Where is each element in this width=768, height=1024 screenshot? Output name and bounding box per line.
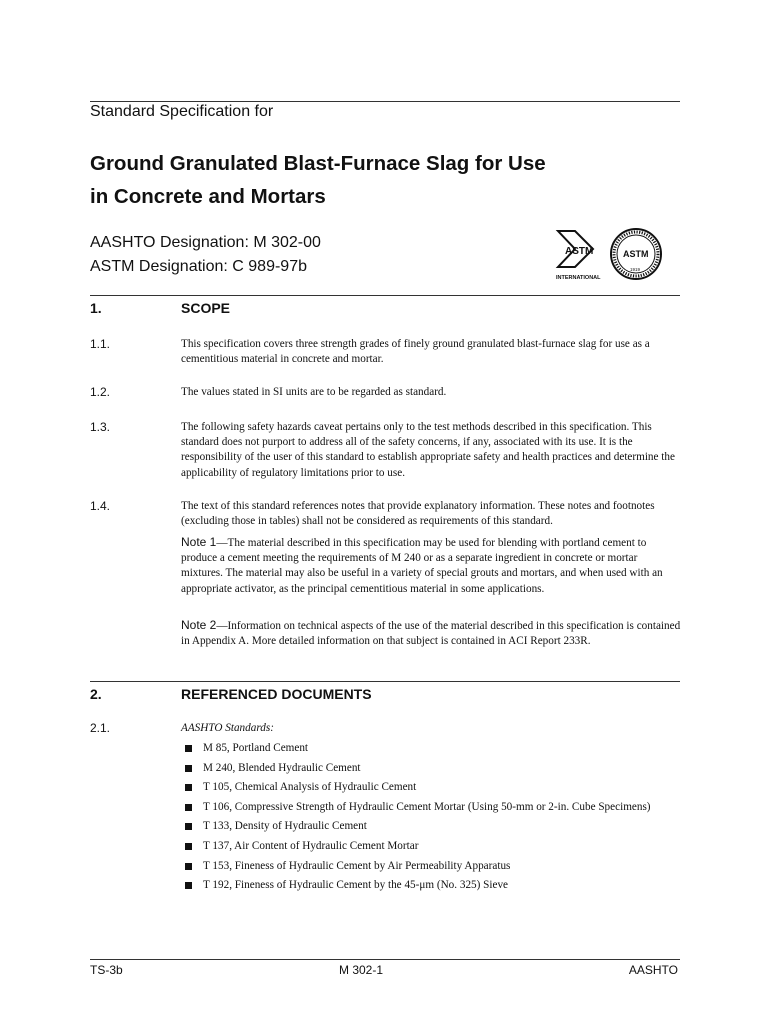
svg-text:INTERNATIONAL: INTERNATIONAL [556, 275, 601, 281]
note-1-label: Note 1 [181, 535, 217, 549]
list-item [181, 859, 681, 874]
list-item [181, 741, 681, 756]
list-item-text: T 192, Fineness of Hydraulic Cement by the 45-μm (No. 325) Sieve [203, 879, 509, 892]
aashto-standards-heading: AASHTO Standards: [181, 722, 274, 734]
para-text: The text of this standard references notes that provide explanatory information. These notes and footnotes (excluding those in tables) shall not be considered as requirements of this standard. [181, 500, 655, 528]
list-item [181, 839, 681, 854]
title-line-1: Ground Granulated Blast-Furnace Slag for Use [90, 152, 546, 175]
bullet-icon [185, 804, 192, 811]
section1-number: 1. [90, 300, 102, 316]
list-item-text: T 106, Compressive Strength of Hydraulic Cement Mortar (Using 50-mm or 2-in. Cube Specimens) [203, 800, 651, 813]
note-2-label: Note 2 [181, 618, 217, 632]
bullet-icon [185, 765, 192, 772]
bullet-icon [185, 745, 192, 752]
list-item [181, 800, 681, 815]
para-number: 1.4. [90, 499, 111, 513]
bullet-icon [185, 882, 192, 889]
astm-designation: ASTM Designation: C 989-97b [90, 258, 307, 275]
bullet-icon [185, 863, 192, 870]
note-2-text: —Information on technical aspects of the use of the material described in this specification is contained in Appendix A. More detailed information on that subject is contained in ACI Report 233R. [181, 620, 681, 648]
list-item-text: M 85, Portland Cement [203, 742, 309, 754]
document-title [90, 147, 690, 213]
footer-right: AASHTO [628, 963, 678, 977]
footer-center: M 302-1 [339, 963, 384, 977]
title-line-2: in Concrete and Mortars [90, 185, 326, 208]
list-item [181, 819, 681, 834]
bullet-icon [185, 843, 192, 850]
list-item-text: T 153, Fineness of Hydraulic Cement by Air Permeability Apparatus [203, 859, 511, 872]
standards-list [181, 741, 681, 898]
spec-for-heading: Standard Specification for [90, 103, 274, 120]
section2-number: 2. [90, 686, 102, 702]
list-item [181, 878, 681, 893]
para-number: 1.2. [90, 385, 111, 399]
list-item-text: M 240, Blended Hydraulic Cement [203, 761, 361, 774]
section2-rule [90, 681, 680, 682]
section1-title: SCOPE [181, 300, 231, 316]
list-item [181, 780, 681, 795]
list-item-text: T 133, Density of Hydraulic Cement [203, 820, 367, 833]
para-number: 2.1. [90, 721, 111, 735]
list-item [181, 761, 681, 776]
bullet-icon [185, 784, 192, 791]
note-1-text: —The material described in this specification may be used for blending with portland cement to produce a cement meeting the requirements of M 240 or as a separate ingredient in concrete or mortar mixtures. The material may also be useful in a variety of special grouts and mortars, and when used with an appropriate activator, as the principal cementitious material in some applications. [181, 537, 663, 595]
para-text: This specification covers three strength grades of finely ground granulated blast-furnace slag for use as a cementitious material in concrete and mortar. [181, 338, 650, 366]
para-text: The values stated in SI units are to be regarded as standard. [181, 386, 447, 398]
note-2 [181, 618, 681, 649]
logos [553, 227, 663, 283]
list-item-text: T 137, Air Content of Hydraulic Cement Mortar [203, 839, 419, 852]
para-number: 1.3. [90, 420, 111, 434]
top-rule [90, 101, 680, 102]
footer-left: TS-3b [90, 963, 123, 977]
svg-text:ASTM: ASTM [565, 246, 594, 257]
svg-text:1919: 1919 [630, 267, 641, 272]
para-number: 1.1. [90, 337, 111, 351]
para-text: The following safety hazards caveat pertains only to the test methods described in this specification. This standard does not purport to address all of the safety concerns, if any, associated with its use. It is the responsibility of the user of this standard to establish appropriate safety and health practices and determine the applicability of regulatory limitations prior to use. [181, 421, 675, 479]
note-1 [181, 535, 681, 597]
section1-rule [90, 295, 680, 296]
svg-text:ASTM: ASTM [623, 249, 649, 259]
section2-title: REFERENCED DOCUMENTS [181, 686, 372, 702]
list-item-text: T 105, Chemical Analysis of Hydraulic Cement [203, 781, 417, 794]
astm-logo-icon [553, 227, 663, 283]
aashto-designation: AASHTO Designation: M 302-00 [90, 234, 321, 251]
bullet-icon [185, 823, 192, 830]
footer-rule [90, 959, 680, 960]
